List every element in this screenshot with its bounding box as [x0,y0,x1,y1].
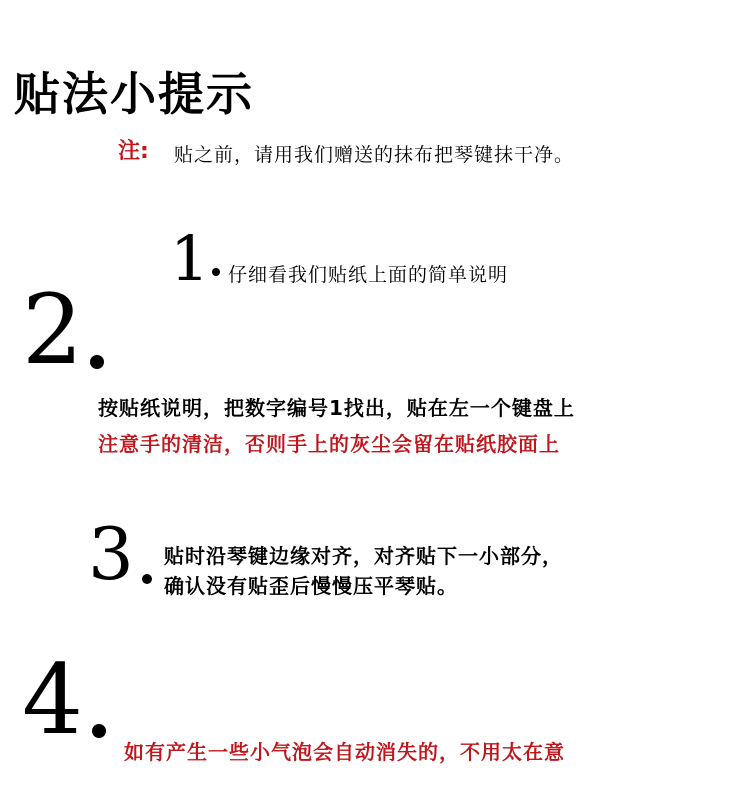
step-4-text: 如有产生一些小气泡会自动消失的，不用太在意 [124,740,565,764]
step-2-text-line-1: 按贴纸说明，把数字编号1找出，贴在左一个键盘上 [98,396,575,420]
step-1-bullet-icon [212,268,220,276]
step-4-bullet-icon [92,724,106,738]
step-3-text-line-1: 贴时沿琴键边缘对齐，对齐贴下一小部分， [164,544,563,568]
step-4-number: 4 [22,644,84,756]
step-3-number: 3 [88,512,134,596]
step-1-number: 1 [170,222,210,295]
step-2-number: 2 [22,274,84,386]
step-3-bullet-icon [142,574,152,584]
step-3-text-line-2: 确认没有贴歪后慢慢压平琴贴。 [164,574,458,598]
step-2-bullet-icon [90,355,104,369]
note-label: 注: [118,139,149,164]
step-2-text-line-2: 注意手的清洁，否则手上的灰尘会留在贴纸胶面上 [98,432,560,456]
page-title: 贴法小提示 [14,67,254,121]
step-1-text: 仔细看我们贴纸上面的简单说明 [228,264,509,286]
note-text: 贴之前，请用我们赠送的抹布把琴键抹干净。 [174,144,575,166]
